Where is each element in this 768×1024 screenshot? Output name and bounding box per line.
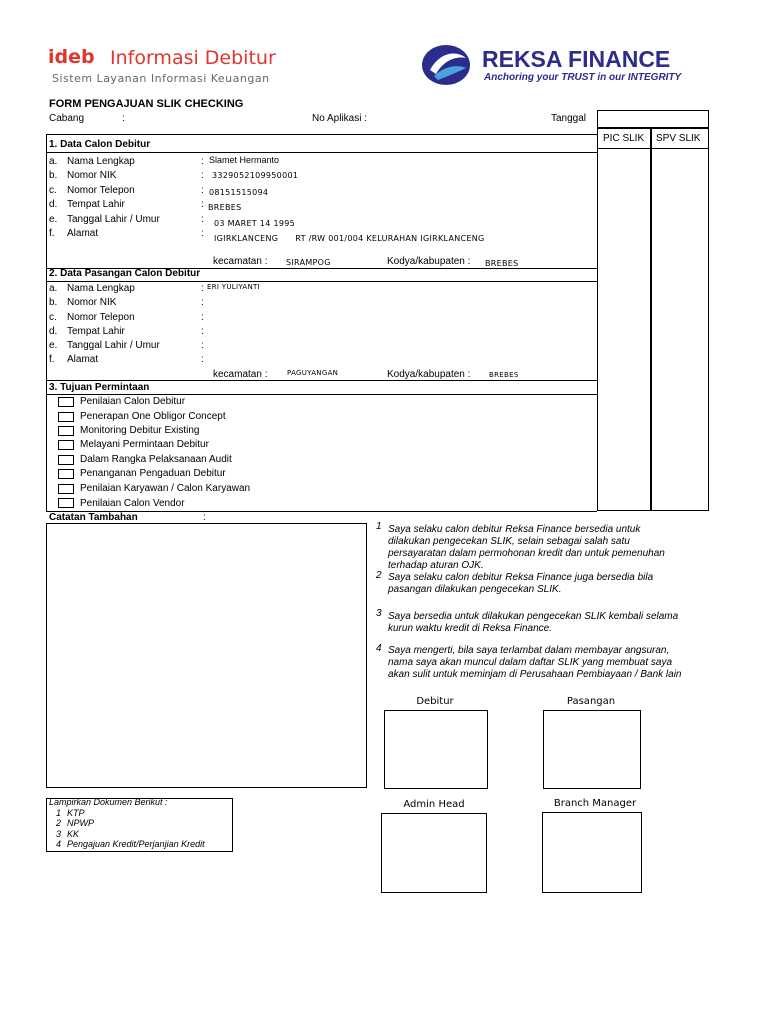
s1-tanggal-value[interactable]: 03 MARET 14 1995 bbox=[214, 219, 296, 228]
admin-head-signature-box[interactable] bbox=[381, 813, 487, 893]
tanggal-field[interactable] bbox=[597, 110, 709, 128]
branch-manager-label: Branch Manager bbox=[553, 798, 637, 809]
pic-slik-header: PIC SLIK bbox=[603, 133, 645, 144]
s1-alamat-value[interactable]: IGIRKLANCENG RT /RW 001/004 KELURAHAN IGIRKLANCENG bbox=[214, 234, 485, 243]
ideb-logo: ideb bbox=[48, 46, 95, 68]
lampiran-title: Lampirkan Dokumen Berikut : bbox=[49, 797, 168, 807]
spv-slik-column[interactable] bbox=[651, 128, 709, 511]
catatan-label: Catatan Tambahan bbox=[49, 512, 138, 523]
statement-text: Saya selaku calon debitur Reksa Finance bersedia untuk dilakukan pengecekan SLIK, selain sebagai salah satu persayaratan dalam permohonan kredit dan untuk pemenuhan terhadap aturan OJK. bbox=[388, 524, 665, 571]
option-label: Melayani Permintaan Debitur bbox=[80, 439, 209, 450]
s1-nik-value[interactable]: 3329052109950001 bbox=[212, 171, 299, 180]
brand-tagline: Anchoring your TRUST in our INTEGRITY bbox=[484, 72, 682, 83]
s1-nama-value[interactable]: Slamet Hermanto bbox=[209, 155, 280, 165]
s1-telepon-value[interactable]: 08151515094 bbox=[209, 188, 269, 197]
s1-tempat-value[interactable]: BREBES bbox=[208, 203, 242, 212]
statement-number: 2 bbox=[376, 570, 382, 581]
statement-text: Saya selaku calon debitur Reksa Finance juga bersedia bila pasangan dilakukan pengecekan SLIK. bbox=[388, 572, 654, 595]
option-label: Dalam Rangka Pelaksanaan Audit bbox=[80, 454, 232, 465]
s2-kodya-value[interactable]: BREBES bbox=[489, 371, 519, 379]
checkbox-pengaduan[interactable] bbox=[58, 469, 74, 479]
reksa-logo-block bbox=[420, 42, 720, 88]
cabang-label: Cabang bbox=[49, 113, 85, 124]
checkbox-audit[interactable] bbox=[58, 455, 74, 465]
section1-title: 1. Data Calon Debitur bbox=[49, 139, 151, 150]
pasangan-label: Pasangan bbox=[566, 696, 616, 707]
reksa-logo-icon bbox=[420, 44, 472, 86]
option-label: Penilaian Calon Vendor bbox=[80, 498, 185, 509]
statement-text: Saya mengerti, bila saya terlambat dalam membayar angsuran, nama saya akan muncul dalam daftar SLIK yang membuat saya akan sulit untuk meminjam di Perusahaan Pembiayaan / Bank lain bbox=[388, 645, 682, 680]
debitur-label: Debitur bbox=[416, 696, 454, 707]
brand-name: REKSA FINANCE bbox=[482, 46, 671, 72]
s1-kecamatan-label: kecamatan : bbox=[213, 256, 268, 267]
ideb-logo-block bbox=[48, 46, 338, 88]
s2-nama-value[interactable]: ERI YULIYANTI bbox=[207, 283, 260, 291]
s2-kodya-label: Kodya/kabupaten : bbox=[387, 369, 471, 380]
s1-kodya-value[interactable]: BREBES bbox=[485, 259, 519, 268]
checkbox-karyawan[interactable] bbox=[58, 484, 74, 494]
checkbox-vendor[interactable] bbox=[58, 498, 74, 508]
pic-slik-column[interactable] bbox=[597, 128, 651, 511]
checkbox-one-obligor[interactable] bbox=[58, 412, 74, 422]
s2-kecamatan-value[interactable]: PAGUYANGAN bbox=[287, 369, 339, 377]
pasangan-signature-box[interactable] bbox=[543, 710, 641, 789]
s1-kodya-label: Kodya/kabupaten : bbox=[387, 256, 471, 267]
no-aplikasi-label: No Aplikasi : bbox=[312, 113, 368, 124]
s1-kecamatan-value[interactable]: SIRAMPOG bbox=[286, 258, 331, 267]
option-label: Penilaian Karyawan / Calon Karyawan bbox=[80, 483, 251, 494]
spv-slik-header: SPV SLIK bbox=[656, 133, 701, 144]
option-label: Penanganan Pengaduan Debitur bbox=[80, 468, 226, 479]
form-title: FORM PENGAJUAN SLIK CHECKING bbox=[49, 98, 244, 110]
statement-number: 4 bbox=[376, 643, 382, 654]
option-label: Penilaian Calon Debitur bbox=[80, 396, 186, 407]
catatan-colon: : bbox=[203, 512, 206, 523]
ideb-title: Informasi Debitur bbox=[110, 47, 276, 69]
checkbox-penilaian-calon-debitur[interactable] bbox=[58, 397, 74, 407]
option-label: Monitoring Debitur Existing bbox=[80, 425, 200, 436]
statement-number: 3 bbox=[376, 608, 382, 619]
catatan-textarea[interactable] bbox=[46, 523, 367, 788]
s2-kecamatan-label: kecamatan : bbox=[213, 369, 268, 380]
checkbox-melayani[interactable] bbox=[58, 440, 74, 450]
statement-number: 1 bbox=[376, 521, 382, 532]
branch-manager-signature-box[interactable] bbox=[542, 812, 642, 893]
checkbox-monitoring[interactable] bbox=[58, 426, 74, 436]
option-label: Penerapan One Obligor Concept bbox=[80, 411, 226, 422]
statement-text: Saya bersedia untuk dilakukan pengecekan SLIK kembali selama kurun waktu kredit di Reksa Finance. bbox=[388, 611, 679, 634]
tanggal-label: Tanggal bbox=[551, 113, 587, 124]
admin-head-label: Admin Head bbox=[403, 799, 465, 810]
debitur-signature-box[interactable] bbox=[384, 710, 488, 789]
cabang-colon: : bbox=[122, 113, 125, 124]
section2-title: 2. Data Pasangan Calon Debitur bbox=[49, 268, 201, 279]
section3-title: 3. Tujuan Permintaan bbox=[49, 382, 150, 393]
ideb-subtitle: Sistem Layanan Informasi Keuangan bbox=[52, 72, 270, 85]
